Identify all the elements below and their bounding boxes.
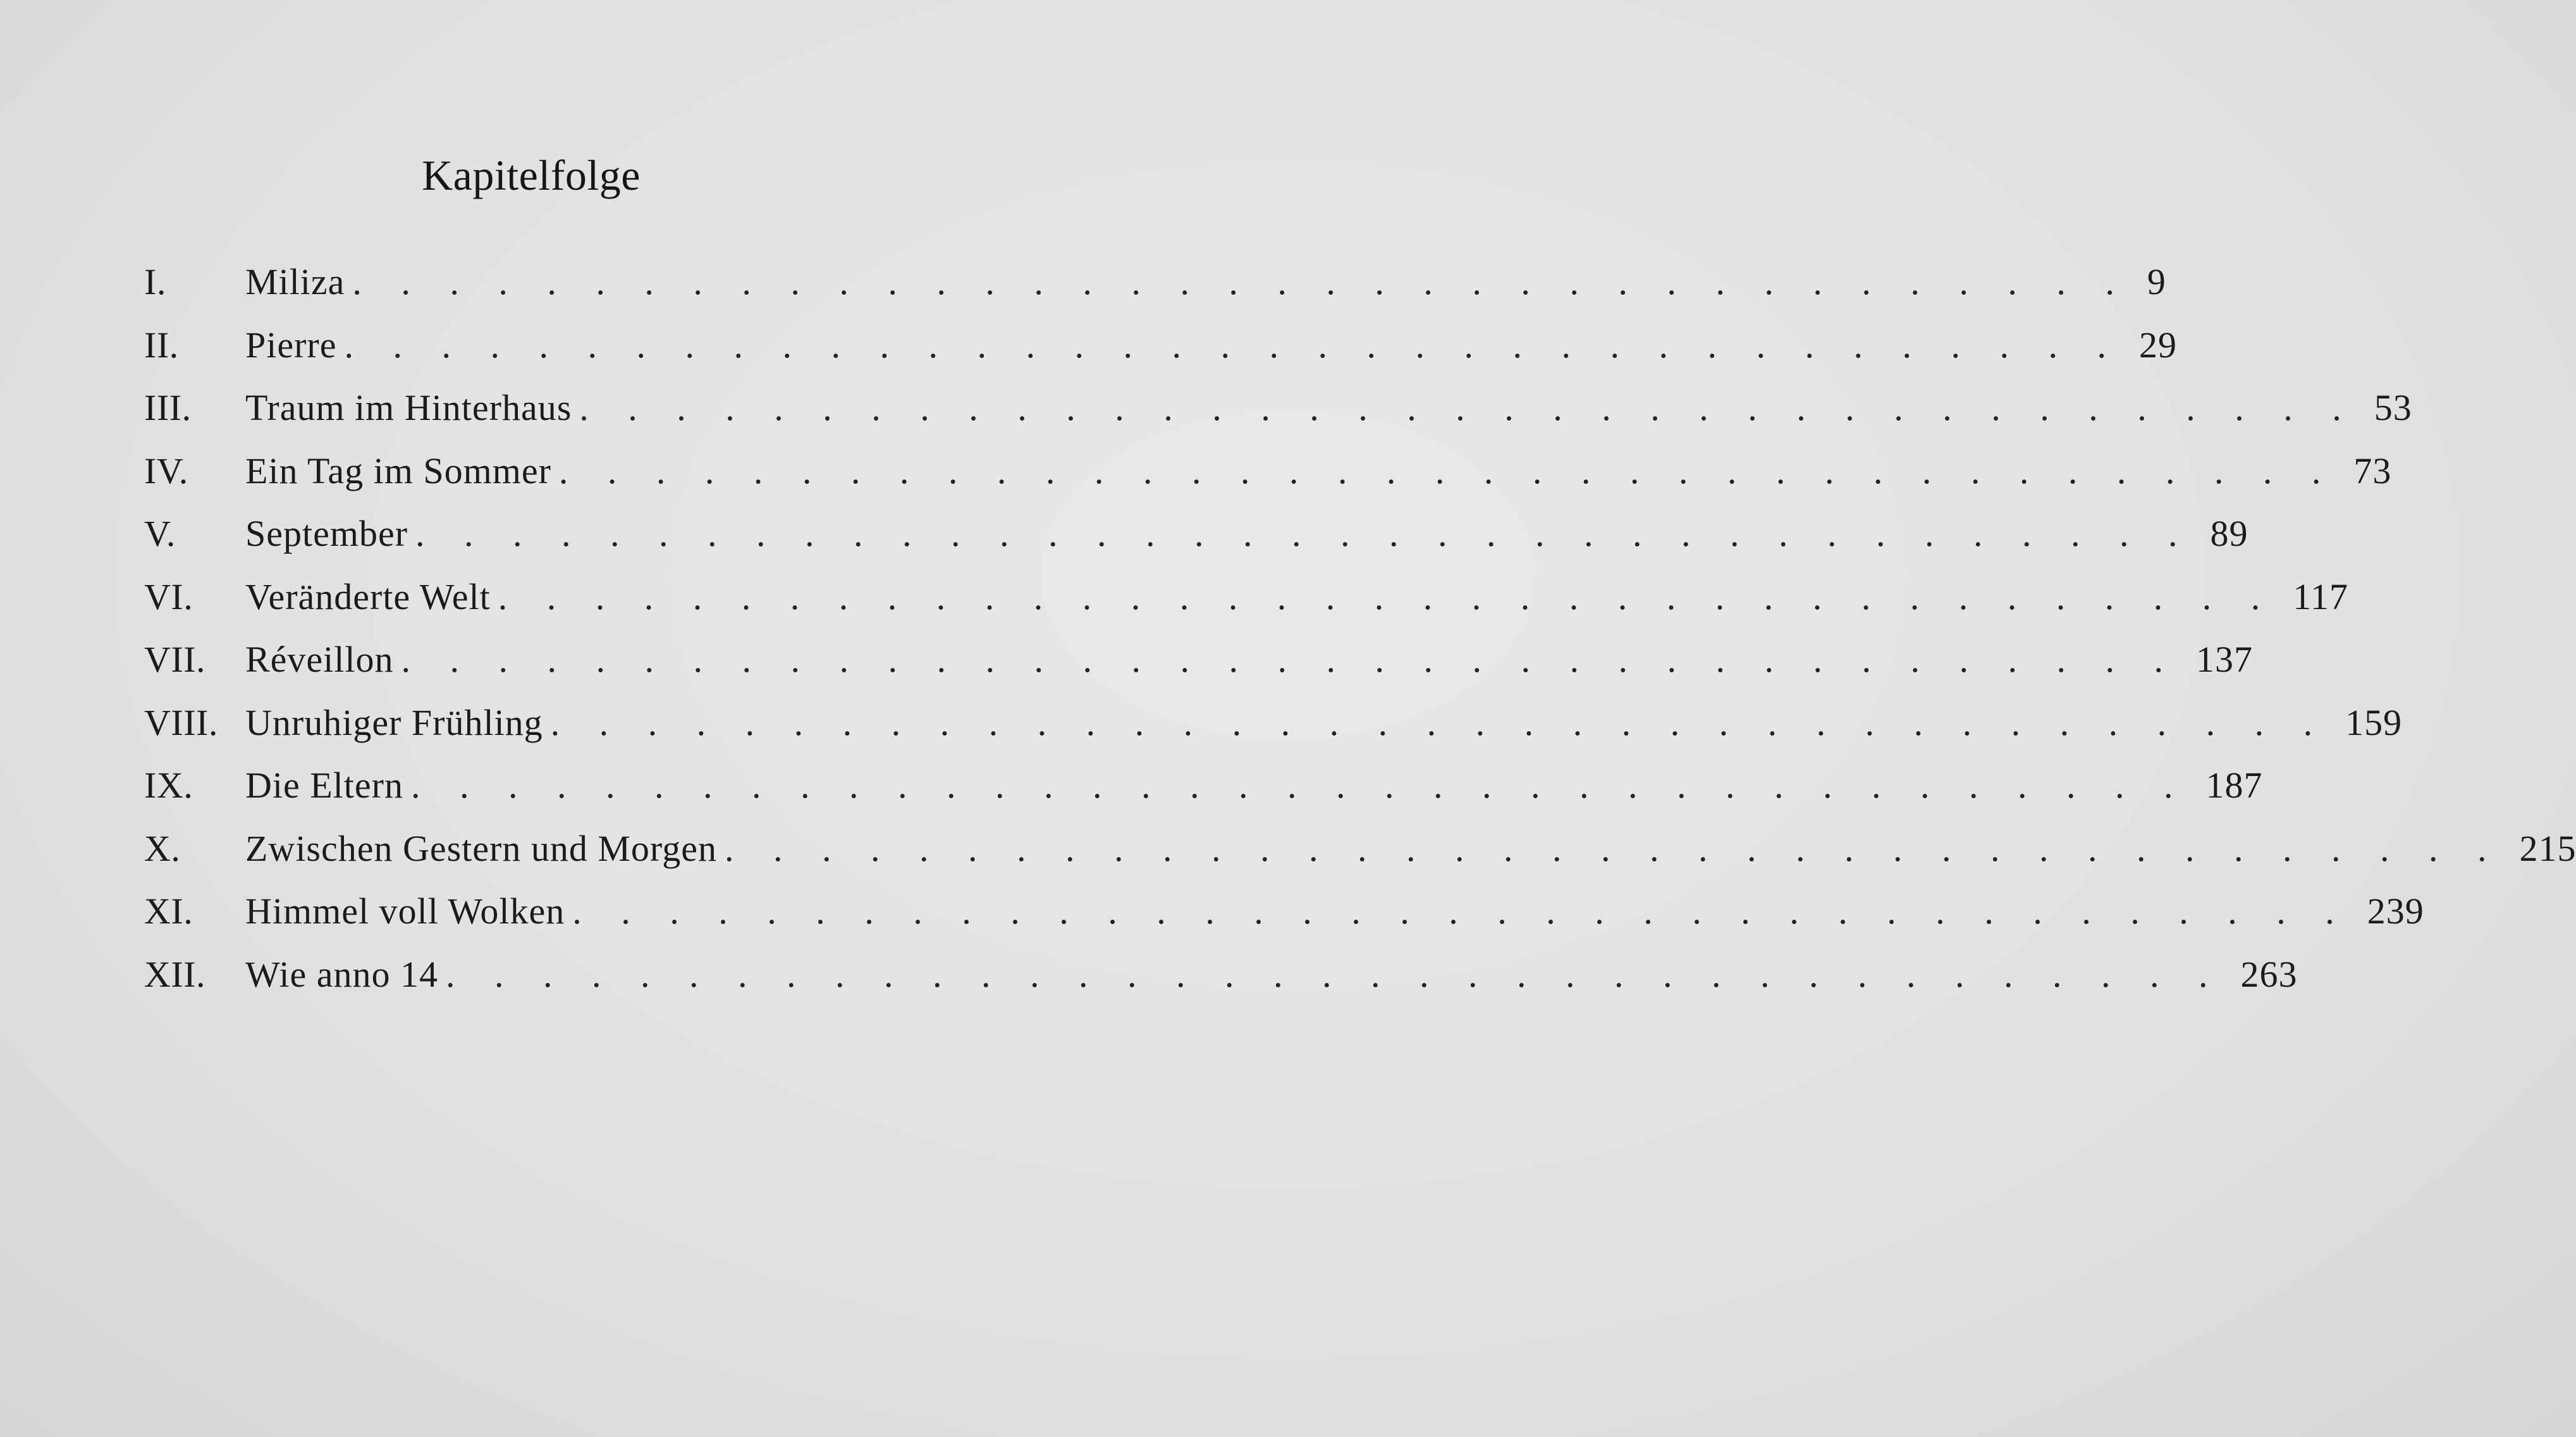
dot-leader: . . . . . . . . . . . . . . . . . . . . . . . . . . . . . . . . . . . . . (724, 827, 2502, 869)
chapter-title: September (245, 513, 408, 554)
dot-leader: . . . . . . . . . . . . . . . . . . . . . . . . . . . . . . . . . . . . . (579, 387, 2357, 428)
dot-leader: . . . . . . . . . . . . . . . . . . . . . . . . . . . . . . . . . . . . . (352, 261, 2130, 302)
dot-leader: . . . . . . . . . . . . . . . . . . . . . . . . . . . . . . . . . . . . . (415, 513, 2193, 554)
toc-entry (144, 576, 2349, 639)
page-number: 9 (2147, 261, 2166, 302)
chapter-numeral: XI. (144, 891, 193, 932)
dot-leader: . . . . . . . . . . . . . . . . . . . . . . . . . . . . . . . . . . . . . (410, 765, 2188, 806)
chapter-numeral: XII. (144, 953, 206, 995)
dot-leader: . . . . . . . . . . . . . . . . . . . . . . . . . . . . . . . . . . . . . (498, 576, 2276, 617)
chapter-numeral: III. (144, 387, 192, 428)
chapter-title: Ein Tag im Sommer (245, 450, 551, 491)
page-title: Kapitelfolge (422, 151, 641, 199)
chapter-title: Réveillon (245, 639, 394, 680)
chapter-title: Veränderte Welt (245, 576, 491, 617)
chapter-numeral: I. (144, 261, 166, 302)
chapter-title: Unruhiger Frühling (245, 701, 543, 743)
chapter-numeral: X. (144, 827, 181, 869)
page-number: 239 (2367, 891, 2424, 932)
toc-entry (144, 701, 2403, 765)
dot-leader: . . . . . . . . . . . . . . . . . . . . . . . . . . . . . . . . . . . . . (572, 891, 2350, 932)
chapter-title: Die Eltern (245, 765, 403, 806)
table-of-contents (144, 261, 2576, 1016)
chapter-title: Pierre (245, 324, 337, 366)
chapter-numeral: IV. (144, 450, 188, 491)
chapter-title: Wie anno 14 (245, 953, 439, 995)
toc-entry (144, 764, 2263, 827)
toc-entry (144, 261, 2166, 324)
chapter-numeral: V. (144, 513, 176, 554)
chapter-numeral: VII. (144, 639, 206, 680)
page-number: 263 (2240, 953, 2298, 995)
toc-entry (144, 512, 2248, 576)
dot-leader: . . . . . . . . . . . . . . . . . . . . . . . . . . . . . . . . . . . . . (550, 701, 2328, 743)
chapter-title: Zwischen Gestern und Morgen (245, 827, 717, 869)
toc-entry (144, 953, 2298, 1016)
toc-entry (144, 450, 2392, 513)
page-number: 159 (2345, 701, 2403, 743)
page-number: 29 (2139, 324, 2177, 366)
page-number: 137 (2196, 639, 2254, 680)
page-number: 215 (2519, 827, 2576, 869)
page-number: 89 (2210, 513, 2248, 554)
toc-entry (144, 827, 2576, 891)
dot-leader: . . . . . . . . . . . . . . . . . . . . . . . . . . . . . . . . . . . . . (446, 953, 2223, 995)
chapter-numeral: II. (144, 324, 179, 366)
dot-leader: . . . . . . . . . . . . . . . . . . . . . . . . . . . . . . . . . . . . . (401, 639, 2179, 680)
page-number: 187 (2205, 765, 2263, 806)
page-number: 53 (2374, 387, 2412, 428)
page-number: 117 (2293, 576, 2349, 617)
chapter-numeral: VI. (144, 576, 193, 617)
toc-entry (144, 386, 2412, 450)
chapter-title: Miliza (245, 261, 345, 302)
dot-leader: . . . . . . . . . . . . . . . . . . . . . . . . . . . . . . . . . . . . . (558, 450, 2336, 491)
chapter-numeral: IX. (144, 765, 193, 806)
toc-entry (144, 324, 2177, 387)
toc-entry (144, 638, 2254, 701)
chapter-title: Traum im Hinterhaus (245, 387, 572, 428)
dot-leader: . . . . . . . . . . . . . . . . . . . . . . . . . . . . . . . . . . . . . (344, 324, 2121, 366)
chapter-title: Himmel voll Wolken (245, 891, 565, 932)
toc-entry (144, 890, 2424, 953)
page-number: 73 (2353, 450, 2392, 491)
chapter-numeral: VIII. (144, 701, 218, 743)
